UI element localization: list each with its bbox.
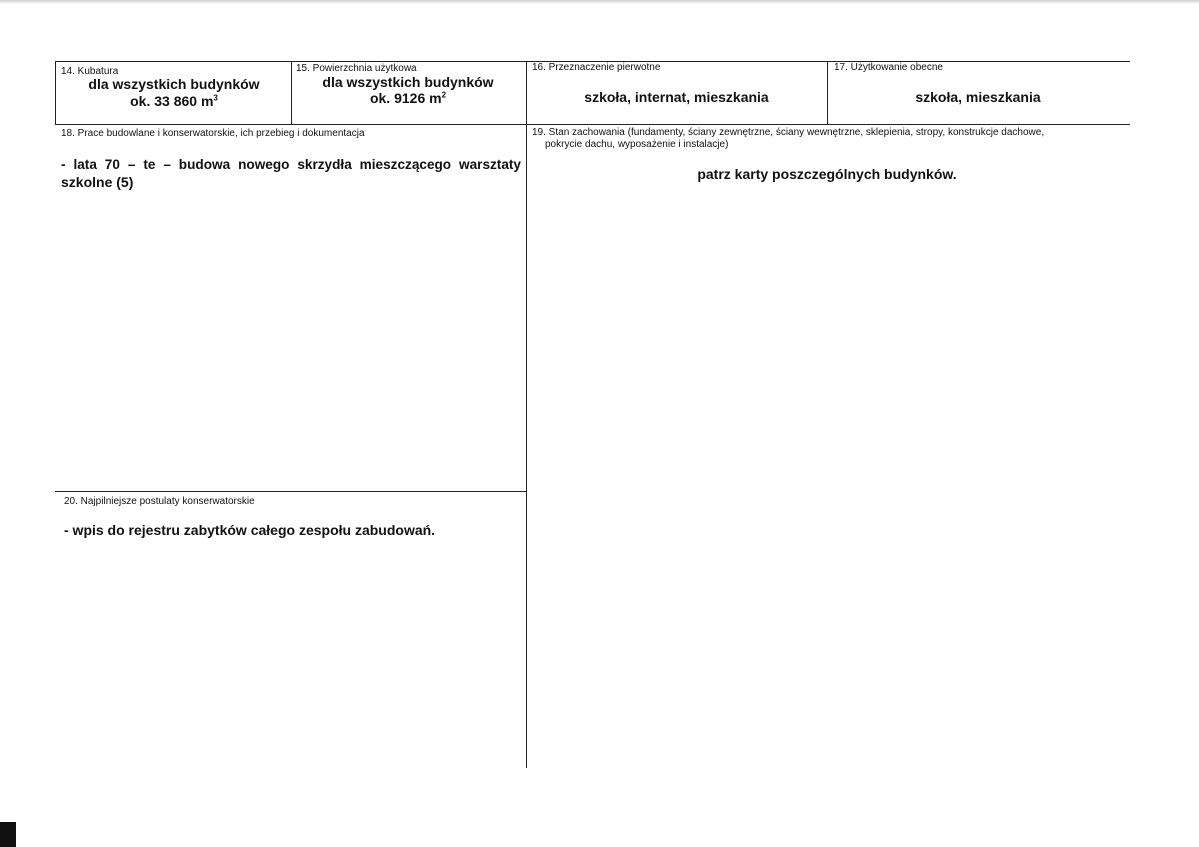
field-17-value: szkoła, mieszkania — [915, 89, 1041, 105]
rule-left — [55, 61, 56, 124]
field-19-label-line1: 19. Stan zachowania (fundamenty, ściany zewnętrzne, ściany wewnętrzne, sklepienia, stropy, konstrukcje dachowe, — [532, 127, 1045, 138]
field-16-label: 16. Przeznaczenie pierwotne — [532, 62, 661, 73]
field-14-unit-exp: 3 — [213, 93, 218, 103]
field-18-label: 18. Prace budowlane i konserwatorskie, ich przebieg i dokumentacja — [61, 128, 365, 139]
scan-top-edge — [0, 0, 1199, 4]
rule-section-20 — [55, 491, 526, 492]
field-14-label: 14. Kubatura — [61, 66, 119, 77]
field-18-line1: - lata 70 – te – budowa nowego skrzydła mieszczącego warsztaty — [61, 157, 521, 172]
field-20-value: - wpis do rejestru zabytków całego zespołu zabudowań. — [64, 522, 436, 538]
field-16-value: szkoła, internat, mieszkania — [584, 89, 769, 105]
rule-header-bottom — [55, 124, 1130, 125]
field-14-value: ok. 33 860 m — [130, 93, 214, 109]
scan-corner-mark — [0, 822, 16, 847]
field-14-line2 — [58, 93, 290, 109]
field-18-line2: szkolne (5) — [61, 174, 134, 190]
field-15-value: ok. 9126 m — [369, 90, 442, 106]
field-15-unit-exp: 2 — [441, 90, 447, 100]
field-20-label: 20. Najpilniejsze postulaty konserwatorskie — [64, 496, 255, 507]
field-15-label: 15. Powierzchnia użytkowa — [296, 63, 417, 74]
field-19-value: patrz karty poszczególnych budynków. — [697, 166, 957, 182]
field-14-line1: dla wszystkich budynków — [88, 76, 260, 92]
field-19-label-line2: pokrycie dachu, wyposażenie i instalacje) — [545, 139, 729, 150]
field-17-label: 17. Użytkowanie obecne — [834, 62, 943, 73]
field-15-line2 — [292, 90, 524, 106]
field-15-line1: dla wszystkich budynków — [322, 74, 494, 90]
